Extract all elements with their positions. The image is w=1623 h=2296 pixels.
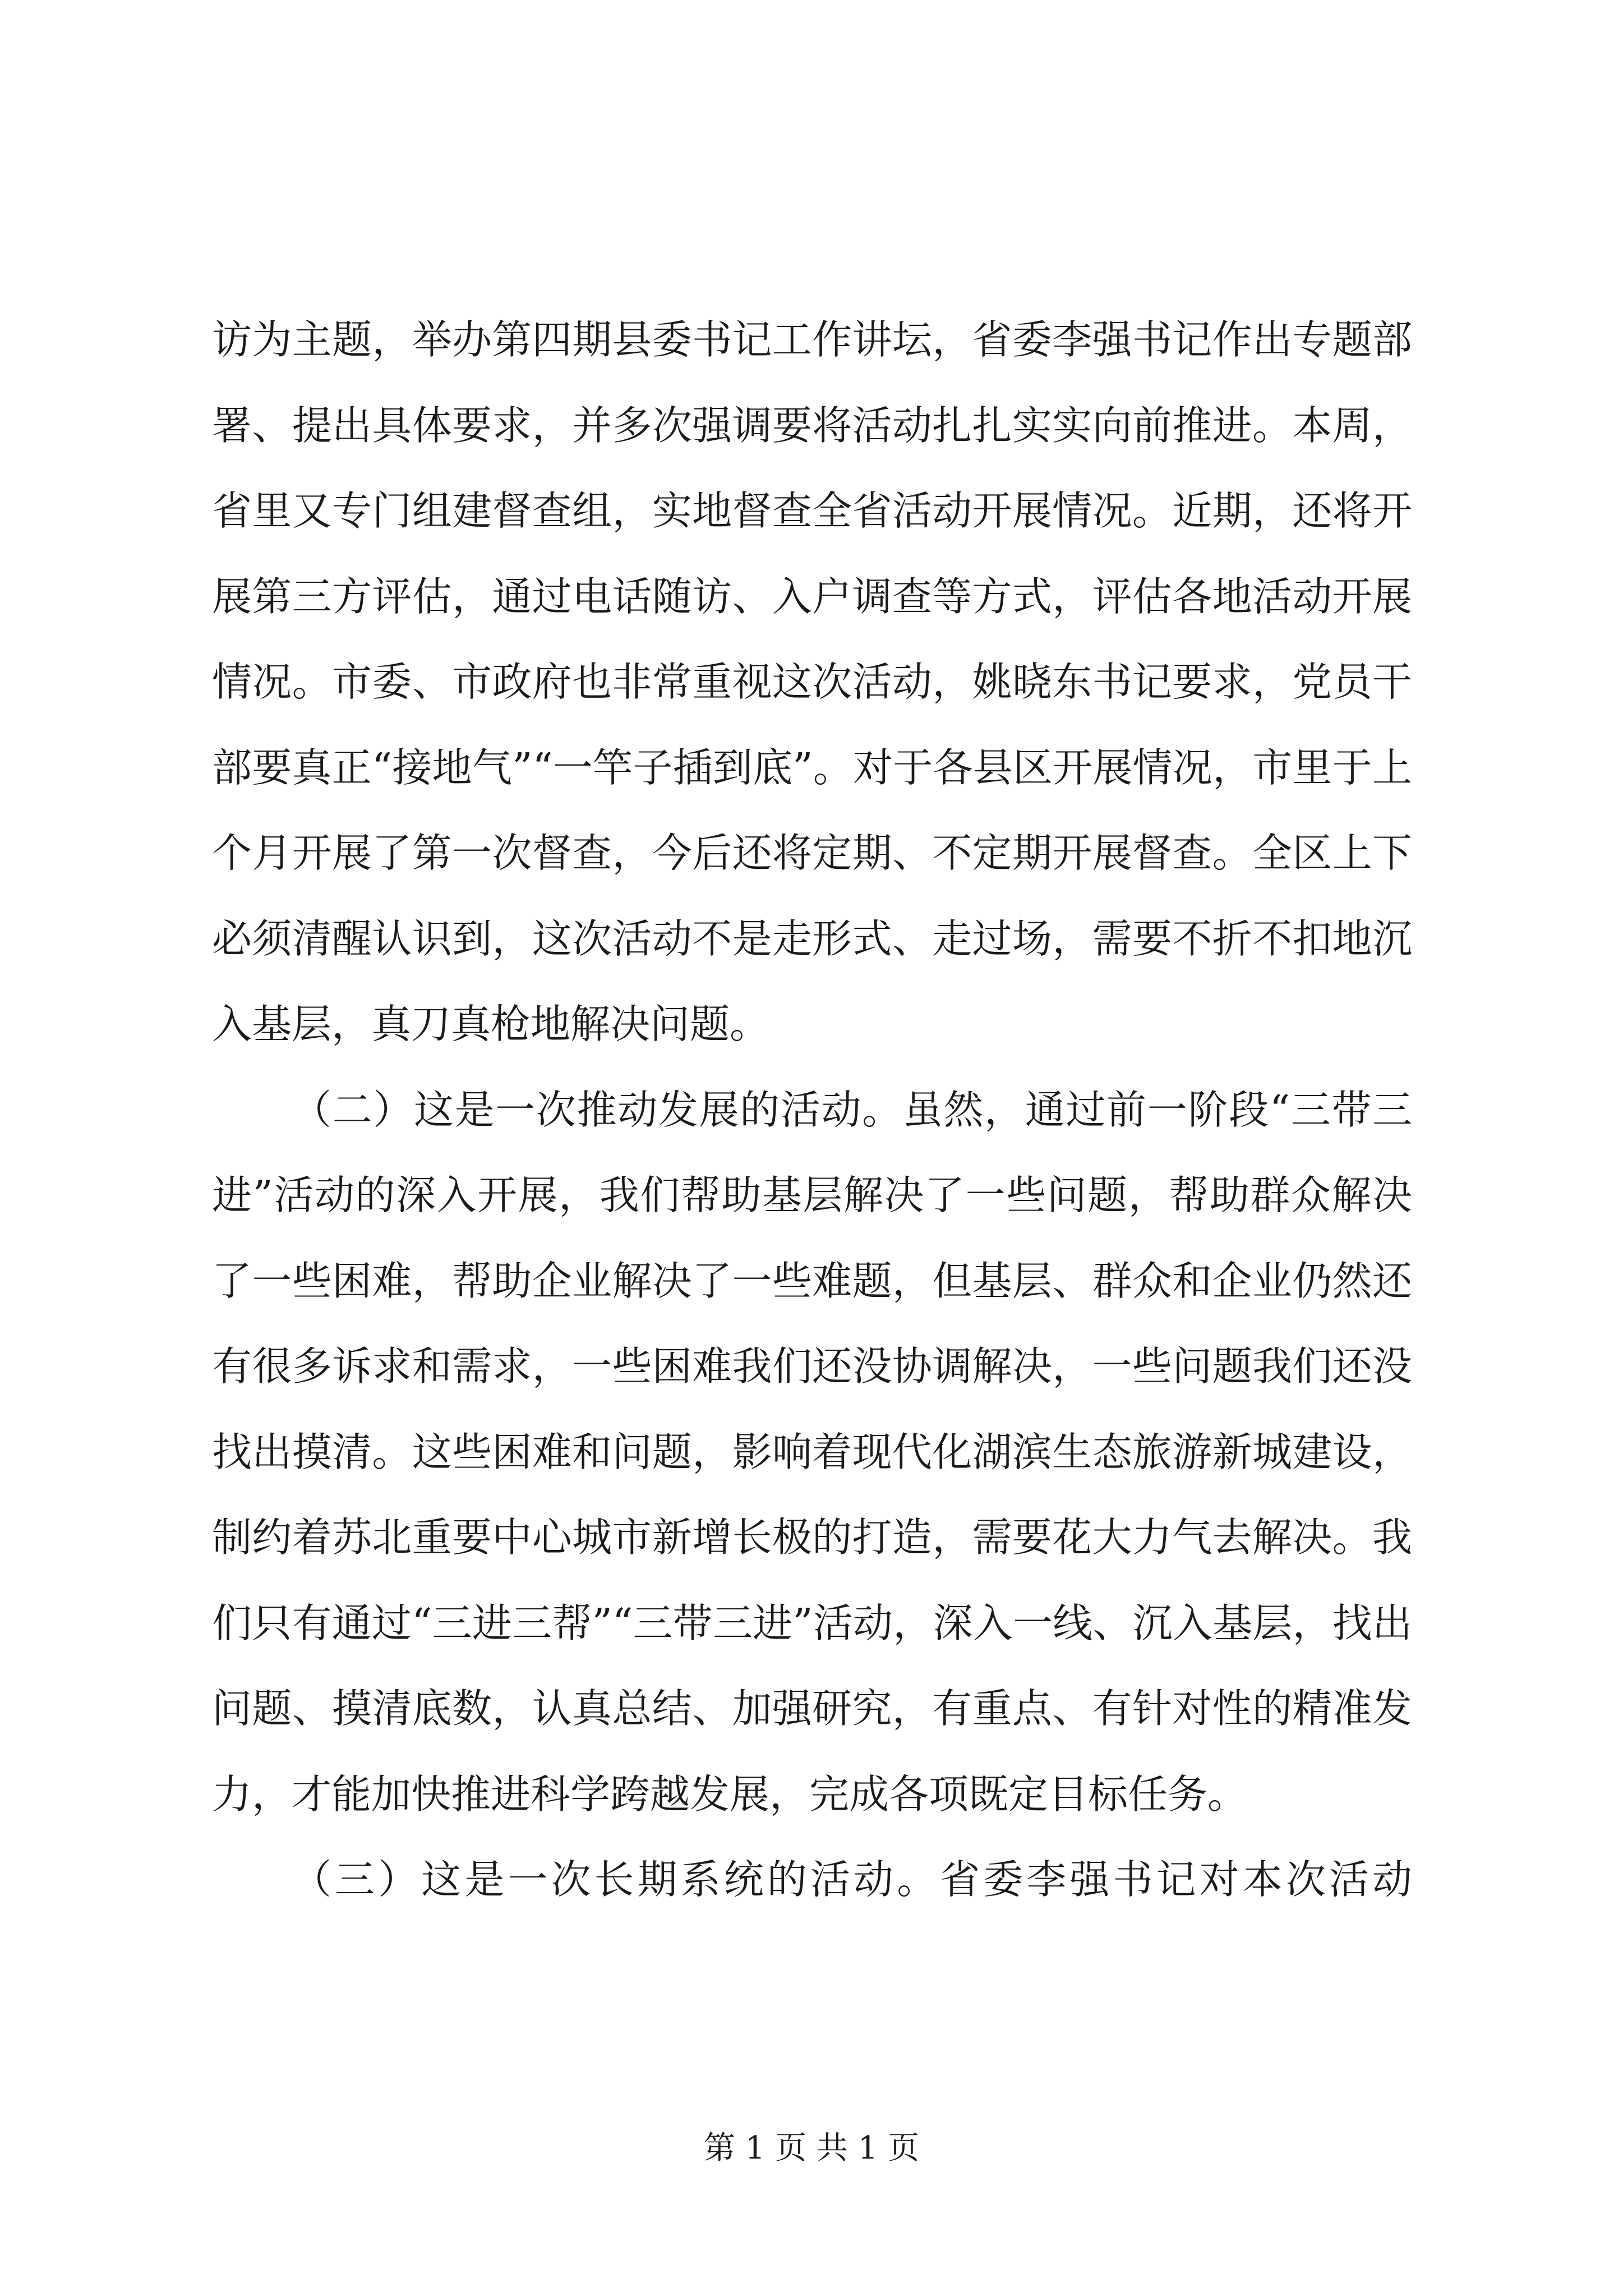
document-body (212, 297, 1412, 1923)
paragraph-section-two: （二）这是一次推动发展的活动。虽然，通过前一阶段“三带三进”活动的深入开展，我们帮助基层解决了一些问题，帮助群众解决了一些困难，帮助企业解决了一些难题，但基层、群众和企业仍然还有很多诉求和需求，一些困难我们还没协调解决，一些问题我们还没找出摸清。这些困难和问题，影响着现代化湖滨生态旅游新城建设，制约着苏北重要中心城市新增长极的打造，需要花大力气去解决。我们只有通过“三进三帮”“三带三进”活动，深入一线、沉入基层，找出问题、摸清底数，认真总结、加强研究，有重点、有针对性的精准发力，才能加快推进科学跨越发展，完成各项既定目标任务。 (212, 1086, 1412, 1818)
paragraph-continuation: 访为主题，举办第四期县委书记工作讲坛，省委李强书记作出专题部署、提出具体要求，并多次强调要将活动扎扎实实向前推进。本周，省里又专门组建督查组，实地督查全省活动开展情况。近期，还将开展第三方评估，通过电话随访、入户调查等方式，评估各地活动开展情况。市委、市政府也非常重视这次活动，姚晓东书记要求，党员干部要真正“接地气”“一竿子插到底”。对于各县区开展情况，市里于上个月开展了第一次督查，今后还将定期、不定期开展督查。全区上下必须清醒认识到，这次活动不是走形式、走过场，需要不折不扣地沉入基层，真刀真枪地解决问题。 (212, 316, 1412, 1047)
page-footer: 第 1 页 共 1 页 (703, 2130, 920, 2166)
paragraph-section-three: （三）这是一次长期系统的活动。省委李强书记对本次活动 (292, 1856, 1412, 1903)
